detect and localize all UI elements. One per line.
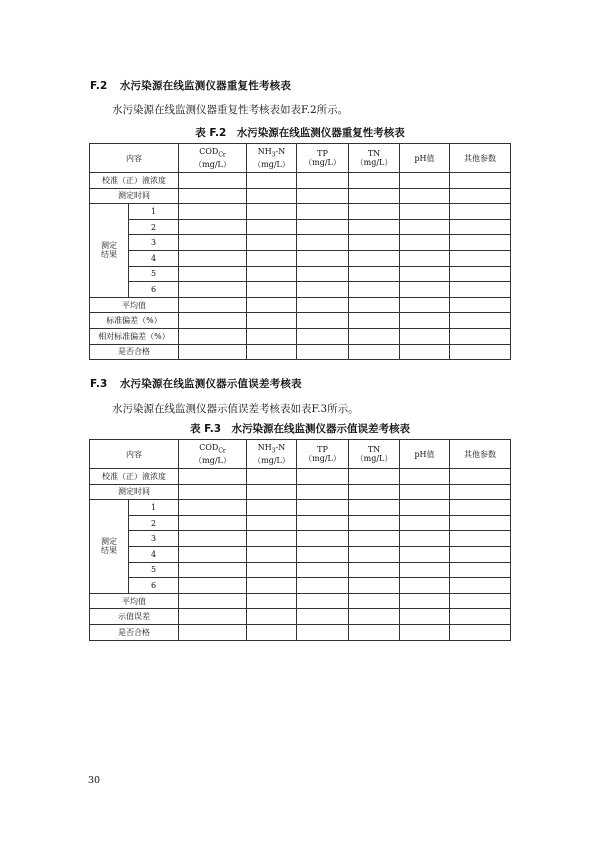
- row-label-pass: 是否合格: [90, 344, 179, 360]
- page-number: 30: [88, 775, 101, 786]
- row-number: 1: [129, 204, 179, 220]
- row-number: 1: [129, 500, 179, 516]
- table-row: [90, 219, 511, 235]
- table-row: [90, 297, 511, 313]
- header-tp: TP （mg/L）: [297, 440, 349, 469]
- table-row: [90, 546, 511, 562]
- table-row: [90, 515, 511, 531]
- table-header-row: [90, 440, 511, 469]
- table-f2: [89, 143, 511, 360]
- row-number: 5: [129, 562, 179, 578]
- row-label-rsd: 相对标准偏差（%）: [90, 328, 179, 344]
- section-f3-number: F.3: [90, 378, 108, 390]
- table-row: [90, 484, 511, 500]
- table-row: [90, 469, 511, 485]
- row-number: 4: [129, 250, 179, 266]
- section-f2-number: F.2: [90, 80, 108, 92]
- section-f3-paragraph: 水污染源在线监测仪器示值误差考核表如表F.3所示。: [112, 403, 359, 415]
- row-number: 4: [129, 546, 179, 562]
- table-f3: [89, 439, 511, 641]
- table-row: [90, 313, 511, 329]
- table-row: [90, 328, 511, 344]
- header-ph: pH值: [400, 440, 450, 469]
- header-tn: TN （mg/L）: [349, 440, 400, 469]
- table-row: [90, 250, 511, 266]
- row-label-result: 测定 结果: [90, 500, 129, 594]
- row-number: 3: [129, 235, 179, 251]
- row-number: 5: [129, 266, 179, 282]
- table-row: [90, 593, 511, 609]
- table-row: [90, 235, 511, 251]
- header-content: 内容: [90, 144, 179, 173]
- header-other: 其他参数: [450, 440, 511, 469]
- header-nh3n: $NH_3-N$ （mg/L）: [247, 440, 297, 469]
- header-cod: $COD_{Cr}$ （mg/L）: [179, 440, 247, 469]
- table-row: [90, 188, 511, 204]
- table-row: [90, 344, 511, 360]
- table-row: [90, 531, 511, 547]
- table-row: [90, 624, 511, 640]
- table-row: [90, 562, 511, 578]
- header-tn: TN （mg/L）: [349, 144, 400, 173]
- header-nh3n: $NH_3-N$ （mg/L）: [247, 144, 297, 173]
- table-row: [90, 500, 511, 516]
- table-row: [90, 204, 511, 220]
- table-row: [90, 173, 511, 189]
- section-f2-title: 水污染源在线监测仪器重复性考核表: [119, 80, 292, 92]
- header-cod: $COD_{Cr}$ （mg/L）: [179, 144, 247, 173]
- table-f2-caption: 表 F.2 水污染源在线监测仪器重复性考核表: [195, 127, 405, 139]
- row-number: 2: [129, 219, 179, 235]
- row-label-std: 标准偏差（%）: [90, 313, 179, 329]
- row-label-time: 测定时间: [90, 188, 179, 204]
- section-f3-title: 水污染源在线监测仪器示值误差考核表: [119, 378, 302, 390]
- row-number: 3: [129, 531, 179, 547]
- row-label-calibration: 校准（正）液浓度: [90, 469, 179, 485]
- section-f2-paragraph: 水污染源在线监测仪器重复性考核表如表F.2所示。: [112, 104, 349, 116]
- section-f3-heading: [90, 376, 302, 391]
- row-number: 6: [129, 282, 179, 298]
- table-header-row: [90, 144, 511, 173]
- header-ph: pH值: [400, 144, 450, 173]
- row-label-pass: 是否合格: [90, 624, 179, 640]
- header-tp: TP （mg/L）: [297, 144, 349, 173]
- row-label-time: 测定时间: [90, 484, 179, 500]
- table-row: [90, 609, 511, 625]
- row-label-average: 平均值: [90, 297, 179, 313]
- section-f2-heading: [90, 78, 291, 93]
- row-label-result: 测定 结果: [90, 204, 129, 298]
- table-row: [90, 578, 511, 594]
- row-number: 2: [129, 515, 179, 531]
- header-content: 内容: [90, 440, 179, 469]
- table-row: [90, 282, 511, 298]
- table-f3-caption: 表 F.3 水污染源在线监测仪器示值误差考核表: [189, 423, 411, 435]
- header-other: 其他参数: [450, 144, 511, 173]
- row-label-error: 示值误差: [90, 609, 179, 625]
- row-label-calibration: 校准（正）液浓度: [90, 173, 179, 189]
- row-label-average: 平均值: [90, 593, 179, 609]
- row-number: 6: [129, 578, 179, 594]
- table-row: [90, 266, 511, 282]
